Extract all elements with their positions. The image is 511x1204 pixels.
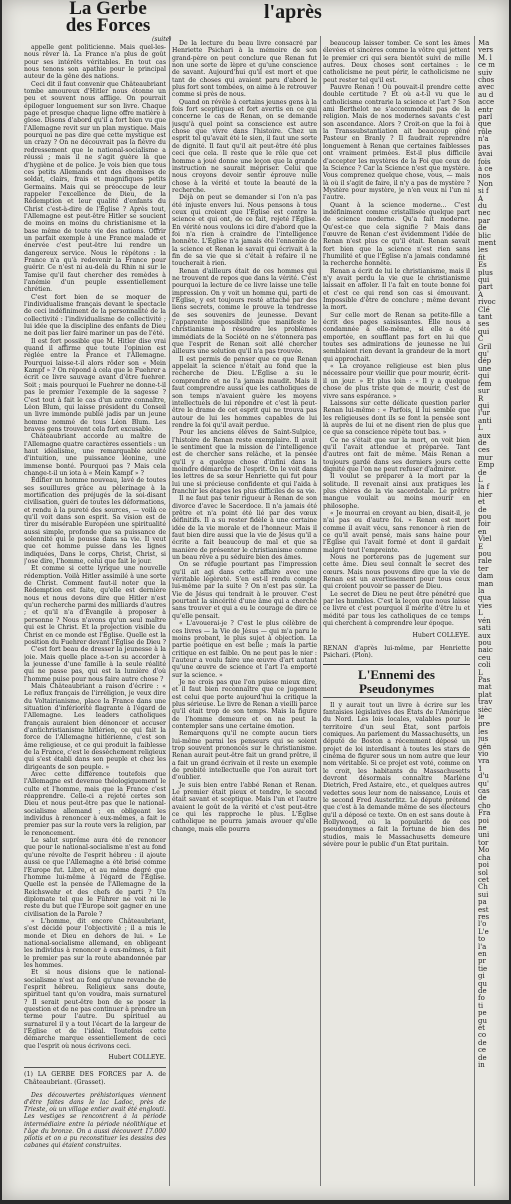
text-fragment: Gril (478, 342, 492, 351)
text-fragment: qui (478, 327, 490, 336)
text-fragment: le (478, 712, 485, 721)
text-fragment: est (478, 905, 489, 914)
text-fragment: A (478, 194, 484, 203)
text-fragment: avai (478, 150, 493, 159)
section-title: L'Ennemi des Pseudonymes (323, 664, 470, 698)
text-fragment: pr (478, 957, 486, 966)
paragraph: Je ne crois pas que l'on puisse mieux dire, et il faut bien reconnaître que ce jugement est celui que porte aujourd'hui la critique la plus sérieuse. Le livre de Renan a vieilli parce qu'il était trop de son temps. Mais la figure de l'homme demeure et on ne peut la contempler sans une certaine émotion. (172, 678, 317, 730)
text-fragment: dam (478, 572, 494, 581)
column-divider (169, 36, 170, 1186)
text-fragment: qu' (478, 350, 489, 359)
paragraph: C'est fort bien de se moquer de l'individualisme français devant le spectacle de ceci indéfiniment de la personnalité de la collectivité : l'individualisme de collectivité ; lui idée que la discipline des enfants de Dieu ne doit pas lier faire mariner un pas de l'été. (24, 293, 166, 338)
text-fragment: et (478, 498, 485, 507)
text-fragment: hier (478, 490, 493, 499)
paragraph: Et comme si cette lyrique une nouvelle rédemption. Voilà Hitler assimilé à une sorte de Christ. Comment faut-il noter que la Rédemption est faite, qu'elle est dernière nous et nous devons dire que Hitler n'est qu'un recherche parmi des milliards d'autres ; et qu'il n'a d'Évangile à proposer à personne ? Nous n'avons qu'un seul maître qui est le Christ. Et la projection visible du Christ en ce monde est l'Église. Quelle est la position du Fuehrer devant l'Église de Dieu ? (24, 565, 166, 646)
text-fragment: ses (478, 320, 490, 329)
text-fragment: nos (478, 172, 491, 181)
paragraph: Le salut suprême aura été de renoncer que pour le national-socialisme n'est au fond qu'une révolte de l'esprit hébreu : il ajoute aussi ce que l'Allemagne a été brisé comme l'Europe fut. Libre, et au même degré que l'homme lui-même à l'égard de l'Église. Quelle est la pensée de l'Allemagne de la Reichswehr et des chefs de parti ? Un diplomate tel que le Führer ne voit ni le reste du but que l'Europe soit gagner en une civilisation de la Parole ? (24, 837, 166, 918)
title-line-1: La Gerbe (69, 0, 147, 19)
text-fragment: ti (478, 1001, 484, 1010)
text-fragment: suiv (478, 68, 493, 77)
paragraph: Et si nous disions que le national-socialisme n'est au fond qu'une revanche de l'esprit hébreu. Religieux sans doute, spirituel tant qu'on voudra, mais surnaturel ? Il serait peut-être bon de se poser la question et de ne pas continuer à prendre un terme pour l'autre. Du spirituel au surnaturel il y a tout l'écart de la largeur de l'Église et de l'idéal. Toutefois cette démarche marque essentiellement de ceci que l'esprit où nous écrivons ceci. (24, 969, 166, 1050)
paragraph: Pauvre Renan ! Où pouvait-il prendre cette double certitude ? Et où a-t-il vu que le catholicisme contrarie la science et l'art ? Son ami Berthelot ne s'accommodait pas de la religion. Mais de nos modernes savants c'est son ascendance. Alors ? Croit-on que la foi à la Transsubstantiation ait beaucoup gêné Pasteur en Branly ? Il faudrait reprendre longuement à Renan que certaines faiblesses ont vraiment primées. Est-il plus difficile d'accepter les mystères de la Foi que ceux de la Science ? Car la Science n'est que mystère. Vous comprenez quelque chose, vous, — mais là où il s'agit de faire, il n'y a pas de mystère ? Mystère pour mystère, je n'en veux ni l'un ni l'autre. (323, 84, 470, 202)
article-title-right: l'après (264, 1, 322, 23)
paragraph: Je suis bien entre l'abbé Renan et Renan. Le premier était pieux et tendre, le second était savant et sceptique. Mais l'un et l'autre avaient le goût de la vérité et c'est peut-être ce qui les rapproche le plus. L'Église catholique ne pourra jamais avouer qu'elle change, mais elle pourra (172, 781, 317, 833)
text-fragment: une (478, 364, 492, 373)
text-fragment: ment (478, 238, 497, 247)
text-fragment: L (478, 609, 483, 618)
text-fragment: rivoc (478, 298, 496, 307)
paragraph: Avec cette différence toutefois que l'Allemagne est devenue théologiquement le culte et l'homme, mais que la France c'est réapprendre. Celle-ci a rejeté certes son Dieu et nous peut-être pas que le national-socialisme allemand ; en obligeant les individus à renoncer à eux-mêmes, a fait le premier pas sur la route vers la religion, par le renoncement. (24, 771, 166, 837)
paragraph: Mais Châteaubriant a raison d'écrire : « Le reflux français de l'irréligion, je veux dire du Voltairianisme, place la France dans une situation d'infériorité flagrante à l'égard de l'Allemagne. Les leaders catholiques français auraient bien dénoncer et accuser d'antichristianisme hitlérien, ce qui fait la force de l'Allemagne hitlérienne, c'est son âme religieuse, et ce qui produit la faiblesse de la France, c'est le desséchement religieux qui s'est établi dans son peuple et chez les dirigeants de son peuple. » (24, 682, 166, 771)
paragraph: On se réfugie pourtant pas l'impression qu'il ait agi dans cette affaire avec une véritable légèreté. S'en est-il rendu compte lui-même par la suite ? On n'est pas sûr. La Vie de Jésus qui tendrait à le prouver. C'est pourtant la sincérité d'une âme qui a cherché sans trouver et qui a eu le courage de dire ce qu'elle pensait. (172, 561, 317, 620)
text-fragment: foir (478, 520, 491, 529)
paragraph: Il ne faut pas tenir rigueur à Renan de son divorce d'avec le Sacerdoce. Il n'a jamais été prêtre et n'a point été lié par des vœux définitifs. Il a su rester fidèle à une certaine idée de la vie morale et de l'honneur. Mais il faut bien dire aussi que la vie de Jésus qu'il a écrite a fait beaucoup de mal et que sa manière de présenter le christianisme comme un beau rêve a pu séduire bien des âmes. (172, 495, 317, 562)
paragraph: Ceci dit il faut convenir que Châteaubriant tombe amoureux d'Hitler nous étonne un peu et souvent nous afflige. On pourrait épiloguer longuement sur son livre. Chaque page et presque chaque ligne offre matière à glose. Disons d'abord qu'il a fort bien vu que l'Allemagne revit sur un plan mystique. Mais pourquoi ne pas dire que cette mystique est un crazy ? On ne découvrait pas la fièvre du redressement que le national-socialisme a réussi ; mais il ne s'agit guère là que d'hygiène et de police. Je vois bien que tous ces petits Allemands ont des chemises de soldat, clairs, frais et magnifiques petits Germains. Mais qui se préoccupe de leur rappeler l'excellence de Dieu, de la Rédemption et leur qualité d'enfants du Christ c'est-à-dire de l'Église ? Après tout, l'Allemagne est peut-être Hitler se soucient de moins en moins du christianisme et la base même de toute vie des nations. Offrir un parfait exemple à une France malade et énervée c'est peut-être lui rendre un dangereux service. Nous le répétons : la France n'a qu'à redevenir la France pour guérir. Ce n'est ni au-delà du Rhin ni sur le Tamise qu'il faut chercher des remèdes à l'anémie d'un peuple essentiellement chrétien. (24, 80, 166, 294)
column-1 (24, 44, 166, 1204)
text-fragment: man (478, 579, 494, 588)
text-fragment: E (478, 542, 484, 551)
text-fragment: Clé (478, 305, 490, 314)
text-fragment: plat (478, 690, 492, 699)
text-fragment: blic (478, 231, 491, 240)
text-fragment: gén (478, 742, 492, 751)
column-2-body (172, 40, 317, 833)
bibliography-note: RENAN d'après lui-même, par Henriette Psichari. (Plon). (323, 644, 470, 660)
text-fragment: tor (478, 838, 489, 847)
text-fragment: parl (478, 113, 493, 122)
text-fragment: cho (478, 801, 491, 810)
column-4-body (478, 40, 502, 1069)
text-fragment: aux (478, 431, 491, 440)
text-fragment: de (478, 987, 487, 995)
text-fragment: cha (478, 853, 491, 862)
text-fragment: acce (478, 98, 495, 107)
text-fragment: M. l (478, 53, 492, 62)
paragraph: Quant à la science moderne... C'est indéfiniment comme cristallisée quelque part de science moderne. Qu'a fait moderne. Qu'est-ce que cela signifie ? Mais dans l'œuvre de Renan c'est évidemment l'idée de Renan n'est plus ce qu'il était. Renan savait fort bien que la science n'est rien sans l'humilité et que l'Église n'a jamais condamné la recherche honnête. (323, 201, 470, 268)
text-fragment: la f (478, 483, 490, 492)
text-fragment: n'a (478, 135, 489, 144)
text-fragment: ét (478, 1024, 485, 1033)
text-fragment: 1 (478, 764, 483, 773)
footnote: Des découvertes préhistoriques viennent d'être faites dans le lac Ladoc, près de Trieste, où un village entier avait été englouti. Les vestiges se rencontrent à la période intermédiaire entre la période néolithique et l'âge du bronze. On a aussi découvert 17.000 pilotis et on a pu reconstituer les dessins des cabanes qui étaient construites. (24, 1092, 166, 1149)
text-fragment: qui (478, 401, 490, 410)
text-fragment: de (478, 438, 487, 447)
column-2 (172, 40, 317, 1200)
paragraph: « L'avouerai-je ? C'est le plus célèbre de ces livres — la Vie de Jésus — qui m'a paru le moins probant, le plus sujet à objection. La partie poétique en est belle ; mais la partie critique en est faible. On ne peut pas le nier : l'auteur a voulu faire une œuvre d'art autant qu'une œuvre de science et l'art l'a emporté sur la science. » (172, 620, 317, 679)
suite-label: (suite) (152, 36, 172, 43)
signature: Hubert COLLEYE. (412, 631, 470, 639)
newspaper-page (2, 0, 509, 1200)
column-divider (320, 36, 321, 1186)
text-fragment: les (478, 246, 488, 255)
paragraph: Il y aurait tout un livre à écrire sur les fantaisies législatives des États de l'Amérique du Nord. Les lois locales, valables pour le territoire d'un seul État, sont parfois comiques. Au parlement du Massachusetts, un député de Boston a récemment déposé un projet de loi interdisant à toutes les stars de cinéma de figurer sous un nom autre que leur nom véritable. Si ce projet est voté, comme on le croit, les habitants du Massachusetts devront désormais connaître Marlène Dietrich, Fred Astaire, etc., et quelques autres vedettes sous leur nom de naissance, Louis et le second Fred Austerlitz. Le député prétend que c'est à la demande même de ses électeurs qu'il a déposé ce texte. On en est sans doute à Hollywood, où la popularité de ces pseudonymes a fait la fortune de bien des studios, mais le Massachusetts demeure sévère pour le public d'un État puritain. (323, 701, 470, 849)
text-fragment: to (478, 935, 486, 944)
text-fragment: de (478, 1038, 487, 1047)
paragraph: Remarquons qu'il ne compte aucun tiers lui-même parmi les penseurs qui se soient trop souvent prononcés sur le christianisme. Renan aurait peut-être fait un grand prêtre, il a fait un grand écrivain et il reste un exemple de probité intellectuelle que l'on aurait tort d'oublier. (172, 730, 317, 782)
text-fragment: mur (478, 453, 493, 462)
text-fragment: au d (478, 90, 494, 99)
text-fragment: pou (478, 638, 492, 647)
text-fragment: sui (478, 890, 489, 899)
text-fragment: ne (478, 824, 487, 833)
paragraph: Pour les anciens élèves de Saint-Sulpice, l'histoire de Renan reste exemplaire. Il avait le sentiment que la mission de l'intelligence est de chercher sans relâche, et la pensée qu'il y a quelque chose d'infini dans la moindre démarche de l'esprit. On le voit dans les lettres de sa sœur Henriette qui fut pour lui une si précieuse confidente et qui l'aida à franchir les étapes les plus difficiles de sa vie. (172, 429, 317, 495)
text-fragment: mat (478, 683, 492, 692)
text-fragment: les (478, 727, 488, 736)
section-body (323, 702, 470, 849)
footnote-title: (1) LA GERBE DES FORCES par A. de Châteaubriant. (Grasset). (24, 1067, 166, 1086)
text-fragment: Non (478, 179, 493, 188)
text-fragment: la (478, 587, 485, 596)
paragraph: Il est fort possible que M. Hitler dise vrai quand il affirme que toute l'opinion est réglée entre la France et l'Allemagne. Pourquoi laisse-t-il alors rôder son « Mein Kampf » ? On répond à cela que le Fuehrer a écrit ce livre sauvage avant d'être fuehrer. Soit ; mais pourquoi le Fuehrer ne donne-t-il pas le premier l'exemple de la sagesse ? C'est tout à fait le cas d'un autre connaître, Léon Blum, qui laisse président du Conseil un livre immonde publié jadis par un jeune homme nommé de tous Léon Blum. Les braves gens trouvent cela fort excusable. (24, 337, 166, 433)
paragraph: beaucoup laisser tomber. Ce sont les âmes élevées et sincères comme la vôtre qui jettent le premier cri qui sera bientôt suivi de mille autres. Deux choses sont certaines : le catholicisme ne peut périr, le catholicisme ne peut rester tel qu'il est. (323, 40, 470, 84)
paragraph: appelle gent politicienne. Mais quel-les-nous rêver là. La France n'a plus de goût pour ses intérêts véritables. En tout cas nous tenons son apathie pour le principal auteur de la gêne des nations. (24, 44, 166, 81)
title-line-2: des Forces (65, 15, 151, 36)
paragraph: Édifier un homme nouveau, lavé de toutes ses souillures grâce au pèlerinage à la mortification des préjugés de la soi-disant civilisation, guéri de toutes les déformations, et rendu à la pureté des sources, — voilà ce qu'il voit dans son esprit. Sa vision est de tirer du misérable Européen une spiritualité aussi simple, profonde que sa puissance de solennité qui le pousse dans sa vie. Il veut que cet homme puisse dans les lignes indiquées, Dans le corps, Christ, Christ, si j'ose dire, l'homme, celui que fait le jour. (24, 477, 166, 566)
text-fragment: vén (478, 616, 491, 625)
text-fragment: de (478, 505, 487, 514)
column-1-body (24, 44, 166, 1050)
text-fragment: pre (478, 720, 490, 729)
paragraph: Châteaubriant accorde au maître de l'Allemagne quatre caractères essentiels : un haut idéalisme, une remarquable acuité d'intuition, une puissance léonine, une immense bonté. Pourquoi pas ? Mais cela change-t-il un iota à « Mein Kampf » ? (24, 433, 166, 477)
text-fragment: fois (478, 157, 491, 166)
paragraph: Ce ne s'était que sur la mort, on voit bien qu'il l'avait attendue et préparée. Tant d'autres ont fait de même. Mais Renan a toujours gardé dans ses derniers jours cette dignité que l'on ne peut refuser d'admirer. (323, 436, 470, 473)
text-fragment: pe (478, 1009, 487, 1018)
text-fragment: avec (478, 83, 495, 92)
text-fragment: vra (478, 757, 490, 766)
text-fragment: chos (478, 76, 495, 85)
paragraph: C'est fort beau de dresser la jeunesse à la joie. Mais quelle place a-t-on su accorder à la jeunesse d'une famille à la seule réalité qui ne passe pas, qui est la lumière d'où l'homme puise pour nous faire autre chose ? (24, 646, 166, 683)
text-fragment: qui (478, 276, 490, 284)
text-fragment: de (478, 794, 487, 803)
text-fragment: l'ur (478, 409, 491, 418)
paragraph: Le secret de Dieu ne peut être pénétré que par les humbles. C'est la leçon que nous laisse ce livre et c'est pourquoi il mérite d'être lu et médité par tous les catholiques de ce temps qui cherchent à comprendre leur époque. (323, 590, 470, 628)
text-fragment: ce m (478, 61, 495, 70)
text-fragment: tie (478, 964, 488, 973)
text-fragment: si f (478, 187, 489, 196)
text-fragment: pas (478, 142, 491, 151)
text-fragment: nec (478, 209, 491, 218)
paragraph: « L'homme, dit encore Châteaubriant, s'est décidé pour l'objectivité ; il a mis le monde et Dieu en dehors de lui. » Le national-socialisme allemand, en obligeant les individus à renoncer à eux-mêmes, a fait le premier pas sur la route abandonnée par les hommes. (24, 917, 166, 969)
paragraph: Sur celle mort de Renan sa petite-fille a écrit des pages saisissantes. Elle nous a condamnée à elle-même, si elle a été emportée, en soufflant pas fort en lui que toutes ses admirations de jeunesse ne lui semblaient rien devant la grandeur de la mort qui approchait. (323, 311, 470, 363)
text-fragment: coli (478, 661, 491, 670)
text-fragment: pou (478, 513, 492, 521)
text-fragment: sol (478, 868, 489, 877)
text-fragment: entr (478, 105, 493, 114)
text-fragment: qu (478, 979, 487, 988)
text-fragment: de (478, 1053, 487, 1062)
paragraph: Quand on révèle à certains jeunes gens à la fois fort sceptiques et fort avertis en ce qui concerne le cas de Renan, on se demande jusqu'à quel point sa conscience est autre chose que vivre dans l'histoire. Chez un esprit tel qu'avait été le sien, il faut une sorte de dignité. Il faut qu'il ait peut-être été plus ceci que cela. Il reste que le rôle que cet homme a joué donne une leçon que la grande instruction ne saurait mépriser. Celui que nous croyons devoir sentir éprouve nulle chose à la vérité et toute la beauté de la recherche. (172, 98, 317, 194)
text-fragment: qua (478, 594, 492, 603)
text-fragment: R (478, 394, 484, 403)
text-fragment: l'a (478, 942, 487, 951)
text-fragment: tant (478, 313, 493, 322)
text-fragment: fit (478, 253, 486, 262)
text-fragment: de (478, 468, 487, 477)
text-fragment: A (478, 290, 484, 299)
text-fragment: sati (478, 624, 491, 633)
text-fragment: rale (478, 557, 492, 566)
text-fragment: trav (478, 698, 493, 707)
text-fragment: par (478, 216, 491, 225)
text-fragment: Es (478, 261, 487, 270)
text-fragment: pa (478, 898, 487, 907)
text-fragment: Viel (478, 535, 492, 544)
text-fragment: sièc (478, 705, 492, 714)
text-fragment: vio (478, 750, 489, 758)
text-fragment: naic (478, 646, 493, 655)
column-3 (323, 40, 470, 1200)
paragraph: Renan a écrit de lui le christianisme, mais il n'y avait perdu la vie que le christianisme laissait en affoler. Il l'a fait en toute bonne foi et c'est ce qui rend son cas si émouvant. Impossible d'être de conclure ; même devant la mort. (323, 267, 470, 312)
paragraph: Nous ne porterons pas de jugement sur cette âme. Dieu seul connaît le secret des cœurs. Mais nous pouvons dire que la vie de Renan est un avertissement pour tous ceux qui croient pouvoir se passer de Dieu. (323, 554, 470, 591)
paragraph: Laissons sur cette délicate question parler Renan lui-même : « Parfois, il lui semble que les religieuses dont ils se font la pensée sont là auprès de lui et ne disent rien de plus que ce que sa conscience répète tout bas. » (323, 399, 470, 437)
paragraph: Renan d'ailleurs était de ces hommes qui ne trouvent de repos que dans la vérité. C'est pourquoi la lecture de ce livre laisse une telle impression. On y voit un homme qui, parti de l'Église, y est toujours resté attaché par des liens secrets, comme le prouve la tendresse de ses souvenirs de jeunesse. Devant l'apparente impossibilité que manifeste le christianisme à résoudre les problèmes immédiats de la Société on ne s'étonnera pas que l'esprit de Renan soit allé chercher ailleurs une solution qu'il n'a pas trouvée. (172, 267, 317, 356)
text-fragment: res (478, 912, 490, 921)
text-fragment: Ma (478, 40, 490, 47)
text-fragment: part (478, 283, 493, 292)
text-fragment: Fra (478, 809, 491, 818)
text-fragment: qu' (478, 779, 489, 788)
text-fragment: rôle (478, 127, 492, 136)
text-fragment: poi (478, 861, 489, 870)
paragraph: Il est permis de penser que ce que Renan appelait la science n'était au fond que la recherche de Dieu. L'Église a su le comprendre et ne l'a jamais maudit. Mais il faut comprendre aussi que les catholiques de son temps n'avaient guère les moyens intellectuels de lui répondre et c'est là peut-être le drame de cet esprit qui ne trouva pas autour de lui les hommes capables de lui rendre la foi qu'il avait perdue. (172, 355, 317, 429)
text-fragment: sur (478, 387, 490, 396)
text-fragment: L (478, 668, 483, 677)
article-title-left (38, 0, 178, 34)
paragraph: « Je mourrai en croyant au bien, disait-il, je n'ai pas eu d'autre foi. » Renan est mort comme il avait vécu, sans renoncer à rien de ce qu'il avait pensé, mais sans haine pour l'Église qui l'avait formé et dont il gardait malgré tout l'empreinte. (323, 510, 470, 554)
text-fragment: poi (478, 816, 489, 825)
text-fragment: uni (478, 831, 490, 840)
text-fragment: qui (478, 372, 490, 381)
text-fragment: anti (478, 416, 492, 425)
text-fragment: l'o (478, 920, 487, 929)
signature: Hubert COLLEYE. (108, 1054, 166, 1062)
text-fragment: C (478, 335, 484, 344)
text-fragment: à ce (478, 164, 493, 173)
text-fragment: que (478, 120, 492, 129)
text-fragment: cet (478, 875, 489, 884)
paragraph: Déjà on peut se demander si l'on n'a pas été injuste envers lui. Nous pensons à tous ceux qui croient que l'Église est contre la science et qui ont, de ce fait, rejeté l'Église. En vérité nous voulons ici dire d'abord que la foi n'a rien à craindre de l'intelligence honnête. L'Église n'a jamais été l'ennemie de la science et Renan le savait qui écrivait à la fin de sa vie que si c'était à refaire il ne toucherait à rien. (172, 194, 317, 268)
text-fragment: en (478, 949, 487, 958)
column-4-fragment (478, 40, 502, 1200)
text-fragment: Pas (478, 675, 491, 684)
text-fragment: de (478, 224, 487, 233)
text-fragment: plus (478, 268, 493, 277)
text-fragment: L (478, 475, 483, 484)
text-fragment: dép (478, 357, 492, 366)
text-fragment: L (478, 424, 483, 433)
text-fragment: pou (478, 550, 492, 559)
paragraph: « La croyance religieuse est bien plus nécessaire pour vieillir que pour mourir, écrit-il un jour. » Et plus loin : « Il y a quelque chose de plus triste que de mourir, c'est de vivre sans espérance. » (323, 363, 470, 400)
text-fragment: jus (478, 735, 489, 744)
text-fragment: ce (478, 1046, 487, 1055)
text-fragment: aux (478, 631, 491, 640)
column-divider (474, 36, 475, 1186)
column-3-body (323, 40, 470, 628)
text-fragment: en (478, 527, 487, 536)
text-fragment: vers (478, 46, 494, 55)
paragraph: Il voulut se préparer à la mort par la solitude. Il revenait ainsi aux pratiques les plus chères de la vie sacerdotale. Le prêtre mangue voulait au moins mourir en philosophe. (323, 473, 470, 510)
text-fragment: fem (478, 379, 492, 388)
text-fragment: ces (478, 446, 490, 455)
text-fragment: fo (478, 994, 485, 1003)
text-fragment: gi (478, 972, 485, 981)
text-fragment: L'e (478, 927, 489, 936)
text-fragment: Emp (478, 461, 495, 470)
paragraph: De la lecture du beau livre consacré par Henriette Psichari à la mémoire de son grand-père on peut conclure que Renan fut non une sorte de lèpre et qu'une conscience de savant. Aujourd'hui qu'il est mort et que tant de choses qui avaient paru d'abord le plus fort sont tombées, on aime à le retrouver comme si près de nous. (172, 40, 317, 99)
text-fragment: d'u (478, 772, 489, 781)
text-fragment: ceu (478, 653, 491, 662)
text-fragment: ter (478, 564, 489, 573)
text-fragment: co (478, 1031, 487, 1040)
text-fragment: du (478, 201, 487, 210)
text-fragment: Ch (478, 883, 488, 892)
text-fragment: gu (478, 1016, 487, 1025)
text-fragment: cas (478, 787, 490, 796)
text-fragment: Mo (478, 846, 490, 855)
text-fragment: vies (478, 601, 492, 610)
text-fragment: in (478, 1061, 485, 1070)
